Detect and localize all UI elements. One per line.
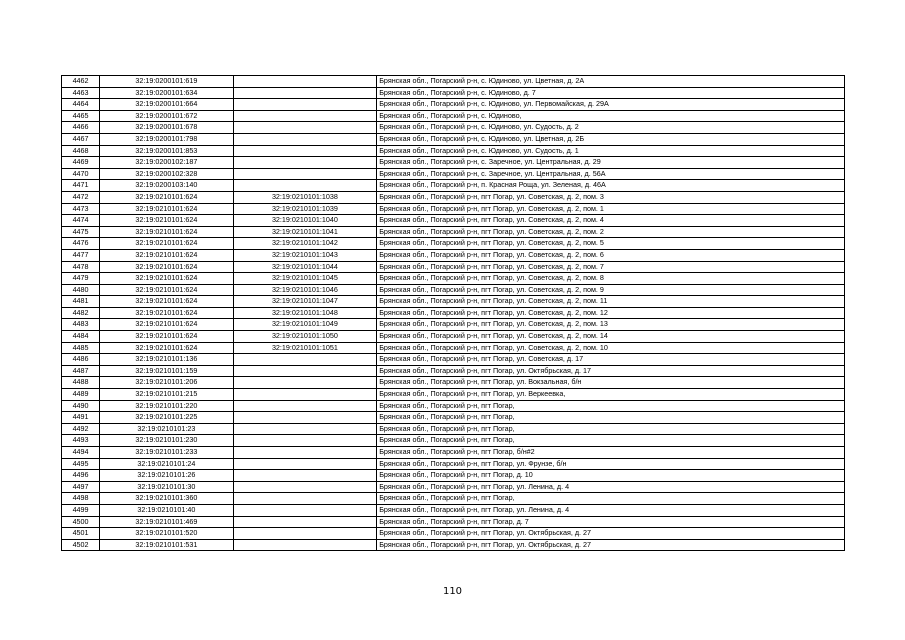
cadastral-number-cell: 32:19:0200101:678 [100,122,234,134]
row-number-cell: 4465 [62,110,100,122]
address-cell: Брянская обл., Погарский р-н, пгт Погар, ул. Советская, д. 2, пом. 5 [377,238,845,250]
premises-cadastral-number-cell [233,76,377,88]
address-cell: Брянская обл., Погарский р-н, с. Юдиново, д. 7 [377,87,845,99]
table-row [62,354,845,366]
row-number-cell: 4479 [62,273,100,285]
address-cell: Брянская обл., Погарский р-н, пгт Погар, ул. Советская, д. 2, пом. 3 [377,191,845,203]
address-cell: Брянская обл., Погарский р-н, пгт Погар, ул. Советская, д. 17 [377,354,845,366]
address-cell: Брянская обл., Погарский р-н, пгт Погар, ул. Советская, д. 2, пом. 14 [377,331,845,343]
cadastral-number-cell: 32:19:0210101:624 [100,342,234,354]
cadastral-number-cell: 32:19:0210101:624 [100,307,234,319]
address-cell: Брянская обл., Погарский р-н, пгт Погар, ул. Вокзальная, б/н [377,377,845,389]
address-cell: Брянская обл., Погарский р-н, пгт Погар, ул. Ленина, д. 4 [377,481,845,493]
row-number-cell: 4480 [62,284,100,296]
premises-cadastral-number-cell [233,99,377,111]
table-row [62,145,845,157]
row-number-cell: 4498 [62,493,100,505]
row-number-cell: 4491 [62,412,100,424]
row-number-cell: 4483 [62,319,100,331]
cadastral-number-cell: 32:19:0210101:624 [100,296,234,308]
table-row [62,539,845,551]
address-cell: Брянская обл., Погарский р-н, пгт Погар, ул. Советская, д. 2, пом. 12 [377,307,845,319]
cadastral-number-cell: 32:19:0200103:140 [100,180,234,192]
row-number-cell: 4472 [62,191,100,203]
row-number-cell: 4493 [62,435,100,447]
row-number-cell: 4490 [62,400,100,412]
premises-cadastral-number-cell: 32:19:0210101:1049 [233,319,377,331]
address-cell: Брянская обл., Погарский р-н, с. Юдиново, ул. Цветная, д. 2Б [377,133,845,145]
premises-cadastral-number-cell: 32:19:0210101:1042 [233,238,377,250]
address-cell: Брянская обл., Погарский р-н, с. Юдиново, ул. Судость, д. 1 [377,145,845,157]
row-number-cell: 4476 [62,238,100,250]
cadastral-number-cell: 32:19:0200102:187 [100,157,234,169]
table-row [62,168,845,180]
premises-cadastral-number-cell: 32:19:0210101:1047 [233,296,377,308]
table-row [62,76,845,88]
page-number: 110 [442,586,463,597]
table-row [62,226,845,238]
row-number-cell: 4466 [62,122,100,134]
address-cell: Брянская обл., Погарский р-н, с. Юдиново, [377,110,845,122]
address-cell: Брянская обл., Погарский р-н, пгт Погар, ул. Веркеевка, [377,389,845,401]
premises-cadastral-number-cell [233,122,377,134]
table-row [62,249,845,261]
address-cell: Брянская обл., Погарский р-н, пгт Погар, ул. Советская, д. 2, пом. 6 [377,249,845,261]
cadastral-number-cell: 32:19:0210101:624 [100,331,234,343]
address-cell: Брянская обл., Погарский р-н, пгт Погар, ул. Октябрьская, д. 17 [377,365,845,377]
table-row [62,447,845,459]
premises-cadastral-number-cell: 32:19:0210101:1041 [233,226,377,238]
premises-cadastral-number-cell: 32:19:0210101:1046 [233,284,377,296]
premises-cadastral-number-cell [233,133,377,145]
row-number-cell: 4494 [62,447,100,459]
table-row [62,261,845,273]
table-row [62,296,845,308]
row-number-cell: 4481 [62,296,100,308]
table-row [62,191,845,203]
row-number-cell: 4486 [62,354,100,366]
premises-cadastral-number-cell [233,354,377,366]
address-cell: Брянская обл., Погарский р-н, пгт Погар, ул. Советская, д. 2, пом. 9 [377,284,845,296]
premises-cadastral-number-cell [233,157,377,169]
premises-cadastral-number-cell [233,180,377,192]
premises-cadastral-number-cell [233,447,377,459]
address-cell: Брянская обл., Погарский р-н, пгт Погар, ул. Советская, д. 2, пом. 1 [377,203,845,215]
address-cell: Брянская обл., Погарский р-н, пгт Погар, д. 7 [377,516,845,528]
address-cell: Брянская обл., Погарский р-н, с. Заречное, ул. Центральная, д. 56А [377,168,845,180]
table-row [62,110,845,122]
table-row [62,435,845,447]
cadastral-number-cell: 32:19:0200101:853 [100,145,234,157]
table-row [62,377,845,389]
cadastral-number-cell: 32:19:0210101:624 [100,273,234,285]
cadastral-number-cell: 32:19:0210101:206 [100,377,234,389]
row-number-cell: 4462 [62,76,100,88]
premises-cadastral-number-cell [233,470,377,482]
address-cell: Брянская обл., Погарский р-н, пгт Погар, ул. Советская, д. 2, пом. 11 [377,296,845,308]
premises-cadastral-number-cell: 32:19:0210101:1038 [233,191,377,203]
premises-cadastral-number-cell [233,516,377,528]
table-row [62,87,845,99]
premises-cadastral-number-cell [233,458,377,470]
cadastral-number-cell: 32:19:0200101:634 [100,87,234,99]
premises-cadastral-number-cell [233,110,377,122]
table-row [62,331,845,343]
address-cell: Брянская обл., Погарский р-н, пгт Погар, ул. Фрунзе, б/н [377,458,845,470]
row-number-cell: 4470 [62,168,100,180]
cadastral-number-cell: 32:19:0210101:40 [100,504,234,516]
address-cell: Брянская обл., Погарский р-н, с. Юдиново, ул. Цветная, д. 2А [377,76,845,88]
table-row [62,307,845,319]
cadastral-number-cell: 32:19:0210101:624 [100,238,234,250]
row-number-cell: 4477 [62,249,100,261]
cadastral-number-cell: 32:19:0210101:624 [100,215,234,227]
cadastral-number-cell: 32:19:0200101:672 [100,110,234,122]
cadastral-number-cell: 32:19:0200101:798 [100,133,234,145]
table-row [62,400,845,412]
table-row [62,122,845,134]
premises-cadastral-number-cell: 32:19:0210101:1040 [233,215,377,227]
table-row [62,203,845,215]
row-number-cell: 4471 [62,180,100,192]
address-cell: Брянская обл., Погарский р-н, пгт Погар, ул. Советская, д. 2, пом. 2 [377,226,845,238]
address-cell: Брянская обл., Погарский р-н, пгт Погар, ул. Октябрьская, д. 27 [377,528,845,540]
table-row [62,273,845,285]
row-number-cell: 4488 [62,377,100,389]
premises-cadastral-number-cell [233,423,377,435]
table-row [62,365,845,377]
address-cell: Брянская обл., Погарский р-н, с. Заречное, ул. Центральная, д. 29 [377,157,845,169]
premises-cadastral-number-cell [233,377,377,389]
premises-cadastral-number-cell: 32:19:0210101:1045 [233,273,377,285]
address-cell: Брянская обл., Погарский р-н, п. Красная Роща, ул. Зеленая, д. 46А [377,180,845,192]
cadastral-number-cell: 32:19:0210101:520 [100,528,234,540]
cadastral-number-cell: 32:19:0210101:30 [100,481,234,493]
address-cell: Брянская обл., Погарский р-н, пгт Погар, [377,400,845,412]
row-number-cell: 4467 [62,133,100,145]
premises-cadastral-number-cell: 32:19:0210101:1050 [233,331,377,343]
row-number-cell: 4485 [62,342,100,354]
premises-cadastral-number-cell [233,87,377,99]
address-cell: Брянская обл., Погарский р-н, с. Юдиново, ул. Судость, д. 2 [377,122,845,134]
property-registry-table [61,75,845,551]
table-row [62,157,845,169]
row-number-cell: 4468 [62,145,100,157]
premises-cadastral-number-cell [233,412,377,424]
cadastral-number-cell: 32:19:0210101:624 [100,284,234,296]
cadastral-number-cell: 32:19:0210101:624 [100,319,234,331]
table-row [62,342,845,354]
cadastral-number-cell: 32:19:0210101:624 [100,261,234,273]
row-number-cell: 4474 [62,215,100,227]
row-number-cell: 4487 [62,365,100,377]
address-cell: Брянская обл., Погарский р-н, пгт Погар, ул. Советская, д. 2, пом. 8 [377,273,845,285]
cadastral-number-cell: 32:19:0210101:230 [100,435,234,447]
row-number-cell: 4492 [62,423,100,435]
cadastral-number-cell: 32:19:0210101:24 [100,458,234,470]
cadastral-number-cell: 32:19:0210101:23 [100,423,234,435]
row-number-cell: 4495 [62,458,100,470]
premises-cadastral-number-cell [233,481,377,493]
table-row [62,412,845,424]
premises-cadastral-number-cell: 32:19:0210101:1051 [233,342,377,354]
row-number-cell: 4484 [62,331,100,343]
cadastral-number-cell: 32:19:0200101:619 [100,76,234,88]
premises-cadastral-number-cell: 32:19:0210101:1043 [233,249,377,261]
table-row [62,238,845,250]
address-cell: Брянская обл., Погарский р-н, пгт Погар, [377,493,845,505]
table-row [62,504,845,516]
address-cell: Брянская обл., Погарский р-н, пгт Погар, [377,412,845,424]
table-row [62,319,845,331]
row-number-cell: 4469 [62,157,100,169]
cadastral-number-cell: 32:19:0210101:360 [100,493,234,505]
table-row [62,215,845,227]
address-cell: Брянская обл., Погарский р-н, пгт Погар, ул. Ленина, д. 4 [377,504,845,516]
address-cell: Брянская обл., Погарский р-н, пгт Погар, ул. Советская, д. 2, пом. 13 [377,319,845,331]
cadastral-number-cell: 32:19:0200102:328 [100,168,234,180]
address-cell: Брянская обл., Погарский р-н, пгт Погар, ул. Советская, д. 2, пом. 7 [377,261,845,273]
premises-cadastral-number-cell [233,168,377,180]
address-cell: Брянская обл., Погарский р-н, пгт Погар, д. 10 [377,470,845,482]
table-row [62,99,845,111]
address-cell: Брянская обл., Погарский р-н, с. Юдиново, ул. Первомайская, д. 29А [377,99,845,111]
row-number-cell: 4499 [62,504,100,516]
premises-cadastral-number-cell [233,539,377,551]
table-row [62,481,845,493]
cadastral-number-cell: 32:19:0210101:531 [100,539,234,551]
cadastral-number-cell: 32:19:0210101:26 [100,470,234,482]
premises-cadastral-number-cell [233,435,377,447]
address-cell: Брянская обл., Погарский р-н, пгт Погар, [377,423,845,435]
address-cell: Брянская обл., Погарский р-н, пгт Погар, ул. Советская, д. 2, пом. 4 [377,215,845,227]
table-row [62,423,845,435]
cadastral-number-cell: 32:19:0210101:469 [100,516,234,528]
table-row [62,516,845,528]
premises-cadastral-number-cell: 32:19:0210101:1044 [233,261,377,273]
address-cell: Брянская обл., Погарский р-н, пгт Погар, ул. Советская, д. 2, пом. 10 [377,342,845,354]
cadastral-number-cell: 32:19:0210101:225 [100,412,234,424]
cadastral-number-cell: 32:19:0210101:624 [100,203,234,215]
cadastral-number-cell: 32:19:0210101:624 [100,226,234,238]
premises-cadastral-number-cell [233,493,377,505]
cadastral-number-cell: 32:19:0210101:624 [100,249,234,261]
table-row [62,458,845,470]
row-number-cell: 4500 [62,516,100,528]
premises-cadastral-number-cell [233,504,377,516]
address-cell: Брянская обл., Погарский р-н, пгт Погар, ул. Октябрьская, д. 27 [377,539,845,551]
table-body [62,76,845,551]
address-cell: Брянская обл., Погарский р-н, пгт Погар, [377,435,845,447]
row-number-cell: 4478 [62,261,100,273]
premises-cadastral-number-cell [233,400,377,412]
row-number-cell: 4464 [62,99,100,111]
row-number-cell: 4463 [62,87,100,99]
table-row [62,180,845,192]
row-number-cell: 4502 [62,539,100,551]
row-number-cell: 4475 [62,226,100,238]
table-row [62,470,845,482]
row-number-cell: 4473 [62,203,100,215]
cadastral-number-cell: 32:19:0200101:664 [100,99,234,111]
table-row [62,133,845,145]
address-cell: Брянская обл., Погарский р-н, пгт Погар, б/н#2 [377,447,845,459]
premises-cadastral-number-cell [233,145,377,157]
row-number-cell: 4489 [62,389,100,401]
table-row [62,389,845,401]
table-row [62,493,845,505]
table-row [62,528,845,540]
premises-cadastral-number-cell [233,365,377,377]
premises-cadastral-number-cell: 32:19:0210101:1039 [233,203,377,215]
cadastral-number-cell: 32:19:0210101:220 [100,400,234,412]
premises-cadastral-number-cell: 32:19:0210101:1048 [233,307,377,319]
cadastral-number-cell: 32:19:0210101:215 [100,389,234,401]
premises-cadastral-number-cell [233,389,377,401]
cadastral-number-cell: 32:19:0210101:624 [100,191,234,203]
table-row [62,284,845,296]
row-number-cell: 4496 [62,470,100,482]
row-number-cell: 4482 [62,307,100,319]
row-number-cell: 4501 [62,528,100,540]
cadastral-number-cell: 32:19:0210101:136 [100,354,234,366]
row-number-cell: 4497 [62,481,100,493]
premises-cadastral-number-cell [233,528,377,540]
cadastral-number-cell: 32:19:0210101:233 [100,447,234,459]
cadastral-number-cell: 32:19:0210101:159 [100,365,234,377]
